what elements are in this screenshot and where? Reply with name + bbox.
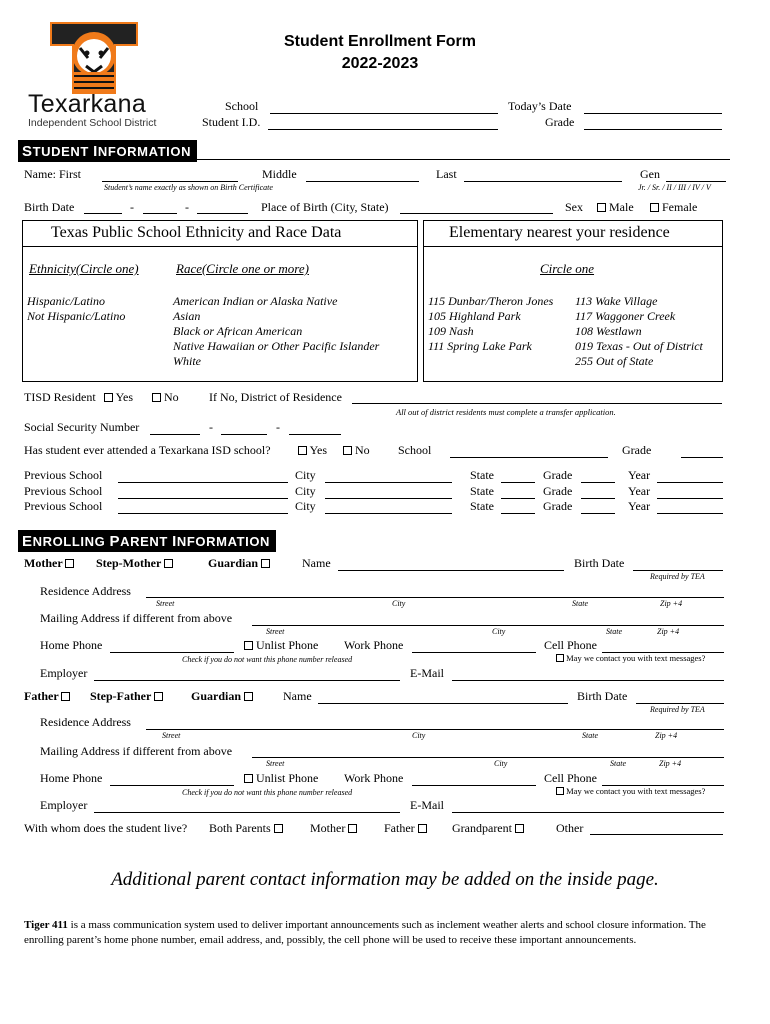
ssn-part3-field[interactable] [289, 434, 341, 435]
father-residence-field[interactable] [146, 729, 724, 730]
ethnicity-heading: Ethnicity(Circle one) [29, 261, 139, 276]
no-label: No [164, 390, 179, 404]
lives-with-mother[interactable] [310, 821, 357, 836]
enrolling-parent-band [18, 530, 276, 552]
checkbox-icon[interactable] [244, 774, 253, 783]
attended-school-label: School [398, 443, 432, 457]
step-father-label: Step-Father [90, 689, 152, 703]
father-email-field[interactable] [452, 812, 724, 813]
mother-work-phone-field[interactable] [412, 652, 536, 653]
form-year: 2022-2023 [341, 55, 419, 72]
sex-label: Sex [565, 200, 583, 214]
previous-school-label: Previous School [24, 499, 103, 513]
year-field[interactable] [657, 498, 723, 499]
state-label: State [582, 731, 598, 740]
todays-date-label: Today’s Date [508, 99, 572, 113]
mother-mailing-field[interactable] [252, 625, 724, 626]
attended-question: Has student ever attended a Texarkana ISD school? [24, 443, 271, 457]
tisd-resident-label: TISD Resident [24, 390, 96, 404]
zip-label: Zip +4 [659, 759, 682, 768]
attended-no-option[interactable] [343, 443, 370, 458]
father-employer-field[interactable] [94, 812, 400, 813]
checkbox-icon[interactable] [261, 559, 270, 568]
birth-date-label: Birth Date [24, 200, 75, 214]
checkbox-icon[interactable] [556, 654, 564, 662]
name-note: Student’s name exactly as shown on Birth Certificate [104, 183, 273, 192]
residence-address-label: Residence Address [40, 584, 131, 598]
race-option[interactable]: Asian [173, 309, 201, 323]
state-field[interactable] [501, 482, 535, 483]
dash: - [209, 420, 213, 434]
tiger-411-paragraph [24, 918, 736, 948]
state-label: State [572, 599, 588, 608]
text-note: May we contact you with text messages? [566, 653, 706, 663]
city-label: City [412, 731, 426, 740]
checkbox-icon[interactable] [65, 559, 74, 568]
ethnicity-title: Texas Public School Ethnicity and Race Data [51, 224, 342, 241]
grade-label: Grade [543, 499, 573, 513]
cell-phone-label: Cell Phone [544, 771, 597, 785]
dash: - [185, 200, 189, 214]
tisd-yes-option[interactable] [104, 390, 133, 405]
previous-school-field[interactable] [118, 482, 288, 483]
attended-school-field[interactable] [450, 457, 608, 458]
birth-date-label: Birth Date [574, 556, 625, 570]
birth-year-field[interactable] [197, 213, 248, 214]
checkbox-icon[interactable] [244, 641, 253, 650]
yes-label: Yes [115, 390, 134, 404]
work-phone-label: Work Phone [344, 771, 404, 785]
lives-with-both-parents[interactable] [209, 821, 283, 836]
district-of-residence-label: If No, District of Residence [209, 390, 342, 404]
previous-school-label: Previous School [24, 484, 103, 498]
state-field[interactable] [501, 513, 535, 514]
unlist-note: Check if you do not want this phone number released [182, 788, 353, 797]
year-label: Year [628, 468, 651, 482]
state-label: State [470, 484, 494, 498]
guardian-label: Guardian [191, 689, 242, 703]
employer-label: Employer [40, 798, 88, 812]
district-name: Texarkana [28, 90, 147, 118]
checkbox-icon[interactable] [154, 692, 163, 701]
state-label: State [606, 627, 622, 636]
guardian-option[interactable] [208, 556, 270, 571]
checkbox-icon[interactable] [650, 203, 659, 212]
tiger-411-title: Tiger 411 [24, 919, 68, 931]
band-text: ARENT [120, 534, 173, 549]
previous-school-field[interactable] [118, 498, 288, 499]
city-field[interactable] [325, 498, 452, 499]
middle-name-field[interactable] [306, 181, 419, 182]
work-phone-label: Work Phone [344, 638, 404, 652]
gen-label: Gen [640, 167, 660, 181]
band-cap: I [172, 533, 177, 550]
male-option[interactable] [597, 200, 634, 215]
street-label: Street [266, 759, 285, 768]
option-label: Father [384, 821, 415, 835]
ethnicity-option[interactable]: Not Hispanic/Latino [27, 309, 126, 323]
checkbox-icon[interactable] [515, 824, 524, 833]
elementary-option[interactable]: 111 Spring Lake Park [428, 339, 532, 353]
race-heading: Race(Circle one or more) [176, 261, 309, 276]
year-field[interactable] [657, 513, 723, 514]
father-option[interactable] [24, 689, 70, 704]
year-field[interactable] [657, 482, 723, 483]
home-phone-label: Home Phone [40, 771, 103, 785]
tisd-no-option[interactable] [152, 390, 179, 405]
employer-label: Employer [40, 666, 88, 680]
option-label: Mother [310, 821, 346, 835]
email-label: E-Mail [410, 798, 444, 812]
grade-field[interactable] [581, 498, 615, 499]
band-cap: I [93, 143, 98, 160]
student-id-label: Student I.D. [202, 115, 261, 129]
elementary-option[interactable]: 117 Waggoner Creek [575, 309, 676, 323]
race-option[interactable]: American Indian or Alaska Native [173, 294, 338, 308]
checkbox-icon[interactable] [164, 559, 173, 568]
birth-date-label: Birth Date [577, 689, 628, 703]
lives-with-other-field[interactable] [590, 834, 723, 835]
ethnicity-option[interactable]: Hispanic/Latino [27, 294, 106, 308]
elementary-option[interactable]: 105 Highland Park [428, 309, 521, 323]
mother-label: Mother [24, 556, 63, 570]
mother-employer-field[interactable] [94, 680, 400, 681]
unlist-label: Unlist Phone [256, 771, 319, 785]
state-label: State [470, 468, 494, 482]
city-field[interactable] [325, 513, 452, 514]
required-note: Required by TEA [650, 705, 705, 714]
grade-label: Grade [543, 484, 573, 498]
tiger-411-text: is a mass communication system used to deliver important announcements such as inclement weather alerts and school closure information. The enrolling parent’s home phone number, email address, and, possibly, the cell phone will be used to receive these important announcements. [24, 919, 706, 946]
street-label: Street [266, 627, 285, 636]
last-label: Last [436, 167, 457, 181]
father-home-phone-field[interactable] [110, 785, 234, 786]
year-label: Year [628, 484, 651, 498]
checkbox-icon[interactable] [274, 824, 283, 833]
district-of-residence-field[interactable] [352, 403, 722, 404]
elementary-option[interactable]: 108 Westlawn [575, 324, 642, 338]
transfer-note: All out of district residents must complete a transfer application. [396, 407, 616, 417]
city-field[interactable] [325, 482, 452, 483]
race-option[interactable]: White [173, 354, 201, 368]
gen-note: Jr. / Sr. / II / III / IV / V [638, 183, 711, 192]
middle-label: Middle [262, 167, 297, 181]
additional-parent-note: Additional parent contact information may be added on the inside page. [111, 869, 659, 890]
grade-field[interactable] [581, 482, 615, 483]
race-option[interactable]: Black or African American [173, 324, 303, 338]
band-text: NFORMATION [176, 534, 271, 549]
street-label: Street [162, 731, 181, 740]
text-message-option[interactable] [556, 653, 705, 663]
step-father-option[interactable] [90, 689, 163, 704]
yes-label: Yes [309, 443, 328, 457]
state-label: State [470, 499, 494, 513]
city-label: City [295, 484, 316, 498]
district-logo [24, 20, 164, 130]
ssn-label: Social Security Number [24, 420, 140, 434]
attended-grade-label: Grade [622, 443, 652, 457]
elementary-option[interactable]: 255 Out of State [575, 354, 654, 368]
band-text: TUDENT [32, 144, 94, 159]
unlist-label: Unlist Phone [256, 638, 319, 652]
district-subtitle: Independent School District [28, 117, 157, 129]
elementary-option[interactable]: 115 Dunbar/Theron Jones [428, 294, 554, 308]
city-label: City [295, 499, 316, 513]
checkbox-icon[interactable] [597, 203, 606, 212]
name-first-label: Name: First [24, 167, 81, 181]
place-of-birth-label: Place of Birth (City, State) [261, 200, 389, 214]
elementary-box [423, 220, 723, 382]
checkbox-icon[interactable] [418, 824, 427, 833]
ethnicity-race-box [22, 220, 418, 382]
zip-label: Zip +4 [657, 627, 680, 636]
grade-label: Grade [543, 468, 573, 482]
elementary-heading: Circle one [540, 261, 595, 276]
school-label: School [225, 99, 259, 113]
grade-field[interactable] [581, 513, 615, 514]
state-field[interactable] [501, 498, 535, 499]
lives-with-father[interactable] [384, 821, 427, 836]
form-title: Student Enrollment Form [284, 33, 476, 50]
step-mother-label: Step-Mother [96, 556, 162, 570]
dash: - [130, 200, 134, 214]
checkbox-icon[interactable] [152, 393, 161, 402]
band-cap: S [22, 143, 33, 160]
mother-birth-date-field[interactable] [633, 570, 723, 571]
race-option[interactable]: Native Hawaiian or Other Pacific Islander [173, 339, 380, 353]
student-id-field[interactable] [268, 129, 498, 130]
cell-phone-label: Cell Phone [544, 638, 597, 652]
mother-residence-field[interactable] [146, 597, 724, 598]
elementary-option[interactable]: 113 Wake Village [575, 294, 658, 308]
checkbox-icon[interactable] [343, 446, 352, 455]
state-label: State [610, 759, 626, 768]
year-label: Year [628, 499, 651, 513]
mailing-address-label: Mailing Address if different from above [40, 744, 233, 758]
ssn-part2-field[interactable] [221, 434, 267, 435]
grade-field[interactable] [584, 129, 722, 130]
zip-label: Zip +4 [655, 731, 678, 740]
lives-with-question: With whom does the student live? [24, 821, 188, 835]
gen-field[interactable] [666, 181, 726, 182]
mailing-address-label: Mailing Address if different from above [40, 611, 233, 625]
elementary-option[interactable]: 019 Texas - Out of District [575, 339, 703, 353]
father-name-field[interactable] [318, 703, 568, 704]
previous-school-field[interactable] [118, 513, 288, 514]
checkbox-icon[interactable] [61, 692, 70, 701]
mother-home-phone-field[interactable] [110, 652, 234, 653]
checkbox-icon[interactable] [348, 824, 357, 833]
city-label: City [295, 468, 316, 482]
text-message-option[interactable] [556, 786, 705, 796]
female-option[interactable] [650, 200, 697, 215]
unlist-note: Check if you do not want this phone number released [182, 655, 353, 664]
name-label: Name [283, 689, 312, 703]
first-name-field[interactable] [102, 181, 238, 182]
school-field[interactable] [270, 113, 498, 114]
elementary-option[interactable]: 109 Nash [428, 324, 474, 338]
band-text: NROLLING [32, 534, 110, 549]
lives-with-other-label: Other [556, 821, 584, 835]
place-of-birth-field[interactable] [400, 213, 553, 214]
street-label: Street [156, 599, 175, 608]
step-mother-option[interactable] [96, 556, 173, 571]
option-label: Grandparent [452, 821, 512, 835]
no-label: No [355, 443, 370, 457]
checkbox-icon[interactable] [298, 446, 307, 455]
female-label: Female [662, 200, 698, 214]
checkbox-icon[interactable] [104, 393, 113, 402]
elementary-title: Elementary nearest your residence [449, 224, 670, 241]
section-rule [18, 159, 730, 160]
guardian-option[interactable] [191, 689, 253, 704]
father-birth-date-field[interactable] [636, 703, 724, 704]
birth-month-field[interactable] [84, 213, 122, 214]
ssn-part1-field[interactable] [150, 434, 200, 435]
father-mailing-field[interactable] [252, 757, 724, 758]
dash: - [276, 420, 280, 434]
mother-option[interactable] [24, 556, 74, 571]
band-cap: P [109, 533, 121, 550]
option-label: Both Parents [209, 821, 271, 835]
attended-yes-option[interactable] [298, 443, 327, 458]
father-label: Father [24, 689, 59, 703]
grade-label: Grade [545, 115, 575, 129]
required-note: Required by TEA [650, 572, 705, 581]
text-note: May we contact you with text messages? [566, 786, 706, 796]
mother-email-field[interactable] [452, 680, 724, 681]
name-label: Name [302, 556, 331, 570]
male-label: Male [609, 200, 634, 214]
checkbox-icon[interactable] [556, 787, 564, 795]
city-label: City [392, 599, 406, 608]
guardian-label: Guardian [208, 556, 259, 570]
band-text: NFORMATION [97, 144, 192, 159]
previous-school-label: Previous School [24, 468, 103, 482]
mother-name-field[interactable] [338, 570, 564, 571]
checkbox-icon[interactable] [244, 692, 253, 701]
band-cap: E [22, 533, 33, 550]
father-work-phone-field[interactable] [412, 785, 536, 786]
residence-address-label: Residence Address [40, 715, 131, 729]
todays-date-field[interactable] [584, 113, 722, 114]
unlist-phone-option[interactable] [244, 638, 318, 653]
attended-grade-field[interactable] [681, 457, 723, 458]
lives-with-grandparent[interactable] [452, 821, 524, 836]
city-label: City [492, 627, 506, 636]
last-name-field[interactable] [464, 181, 622, 182]
zip-label: Zip +4 [660, 599, 683, 608]
home-phone-label: Home Phone [40, 638, 103, 652]
birth-day-field[interactable] [143, 213, 177, 214]
email-label: E-Mail [410, 666, 444, 680]
city-label: City [494, 759, 508, 768]
unlist-phone-option[interactable] [244, 771, 318, 786]
